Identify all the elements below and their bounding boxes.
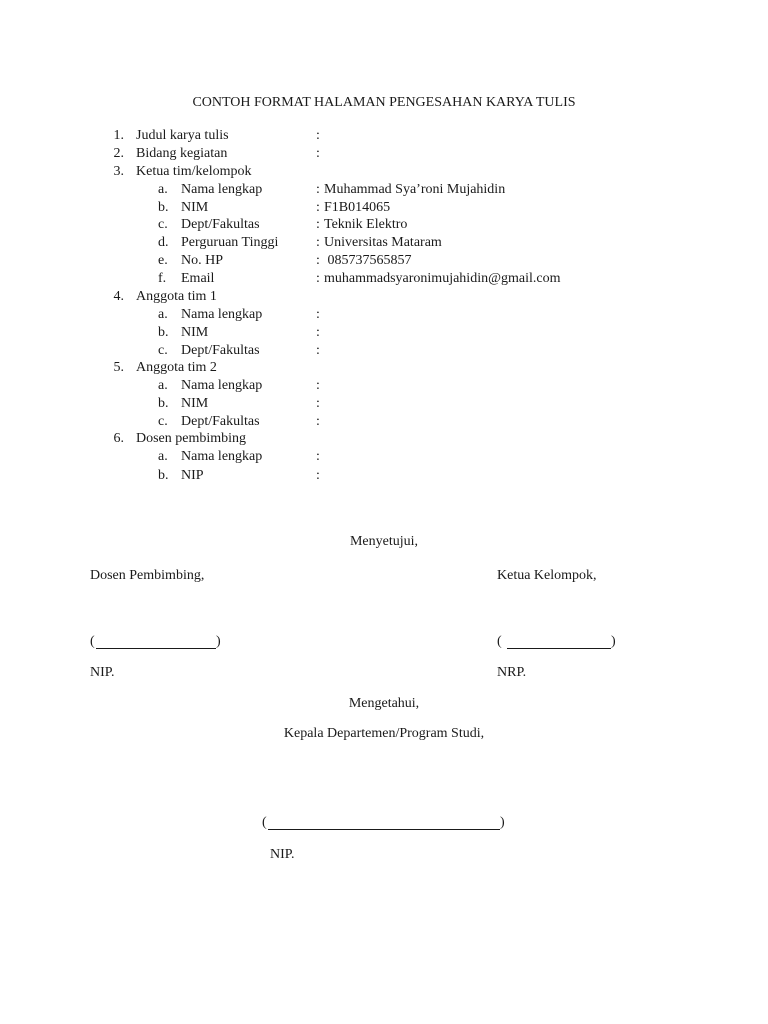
sub-label: Dept/Fakultas <box>181 343 260 358</box>
sub-label: NIM <box>181 325 209 340</box>
item-label: Anggota tim 1 <box>136 289 217 304</box>
item-number: 3. <box>113 164 124 179</box>
colon: : <box>316 271 320 286</box>
sub-letter: a. <box>158 449 168 464</box>
colon: : <box>316 200 320 215</box>
sub-letter: e. <box>158 253 168 268</box>
colon: : <box>316 146 320 161</box>
menyetujui-label: Menyetujui, <box>349 534 419 549</box>
sub-label: No. HP <box>181 253 224 268</box>
sub-label: NIP <box>181 468 204 483</box>
nip-bottom-label: NIP. <box>270 847 295 862</box>
sub-letter: f. <box>158 271 167 286</box>
nrp-label: NRP. <box>497 665 527 680</box>
sub-label: Dept/Fakultas <box>181 217 260 232</box>
sub-value: Muhammad Sya’roni Mujahidin <box>324 182 506 197</box>
colon: : <box>316 449 320 464</box>
sub-letter: a. <box>158 307 168 322</box>
signature-line <box>507 648 611 649</box>
item-label: Ketua tim/kelompok <box>136 164 252 179</box>
item-number: 5. <box>113 360 124 375</box>
close-paren: ) <box>611 634 616 649</box>
open-paren: ( <box>497 634 506 649</box>
ketua-kelompok-label: Ketua Kelompok, <box>497 568 597 583</box>
sub-value: Universitas Mataram <box>324 235 442 250</box>
colon: : <box>316 343 320 358</box>
page-title: CONTOH FORMAT HALAMAN PENGESAHAN KARYA TULIS <box>192 95 576 110</box>
kepala-label: Kepala Departemen/Program Studi, <box>283 726 485 741</box>
colon: : <box>316 217 320 232</box>
item-label: Bidang kegiatan <box>136 146 228 161</box>
open-paren: ( <box>262 815 267 830</box>
sub-value: muhammadsyaronimujahidin@gmail.com <box>324 271 561 286</box>
sub-value: Teknik Elektro <box>324 217 408 232</box>
item-number: 2. <box>113 146 124 161</box>
sub-letter: d. <box>158 235 169 250</box>
colon: : <box>316 378 320 393</box>
close-paren: ) <box>216 634 221 649</box>
sub-label: Nama lengkap <box>181 182 263 197</box>
item-number: 6. <box>113 431 124 446</box>
sub-letter: c. <box>158 343 168 358</box>
sub-label: Nama lengkap <box>181 307 263 322</box>
colon: : <box>316 235 320 250</box>
colon: : <box>316 307 320 322</box>
item-label: Anggota tim 2 <box>136 360 217 375</box>
sub-value: 085737565857 <box>324 253 412 268</box>
colon: : <box>316 325 320 340</box>
dosen-pembimbing-label: Dosen Pembimbing, <box>90 568 205 583</box>
colon: : <box>316 128 320 143</box>
colon: : <box>316 253 320 268</box>
item-number: 4. <box>113 289 124 304</box>
sub-label: NIM <box>181 396 209 411</box>
sub-letter: b. <box>158 396 169 411</box>
sub-label: NIM <box>181 200 209 215</box>
signature-line <box>96 648 216 649</box>
nip-label: NIP. <box>90 665 115 680</box>
sub-letter: b. <box>158 200 169 215</box>
item-label: Judul karya tulis <box>136 128 229 143</box>
colon: : <box>316 396 320 411</box>
item-number: 1. <box>113 128 124 143</box>
sub-label: Nama lengkap <box>181 378 263 393</box>
sub-value: F1B014065 <box>324 200 391 215</box>
sub-letter: a. <box>158 182 168 197</box>
open-paren: ( <box>90 634 95 649</box>
sub-letter: b. <box>158 468 169 483</box>
sub-letter: c. <box>158 414 168 429</box>
sub-letter: c. <box>158 217 168 232</box>
sub-label: Dept/Fakultas <box>181 414 260 429</box>
close-paren: ) <box>500 815 505 830</box>
mengetahui-label: Mengetahui, <box>348 696 420 711</box>
sub-letter: b. <box>158 325 169 340</box>
sub-letter: a. <box>158 378 168 393</box>
signature-line <box>268 829 500 830</box>
colon: : <box>316 468 320 483</box>
sub-label: Email <box>181 271 215 286</box>
colon: : <box>316 414 320 429</box>
colon: : <box>316 182 320 197</box>
item-label: Dosen pembimbing <box>136 431 247 446</box>
sub-label: Nama lengkap <box>181 449 263 464</box>
sub-label: Perguruan Tinggi <box>181 235 279 250</box>
